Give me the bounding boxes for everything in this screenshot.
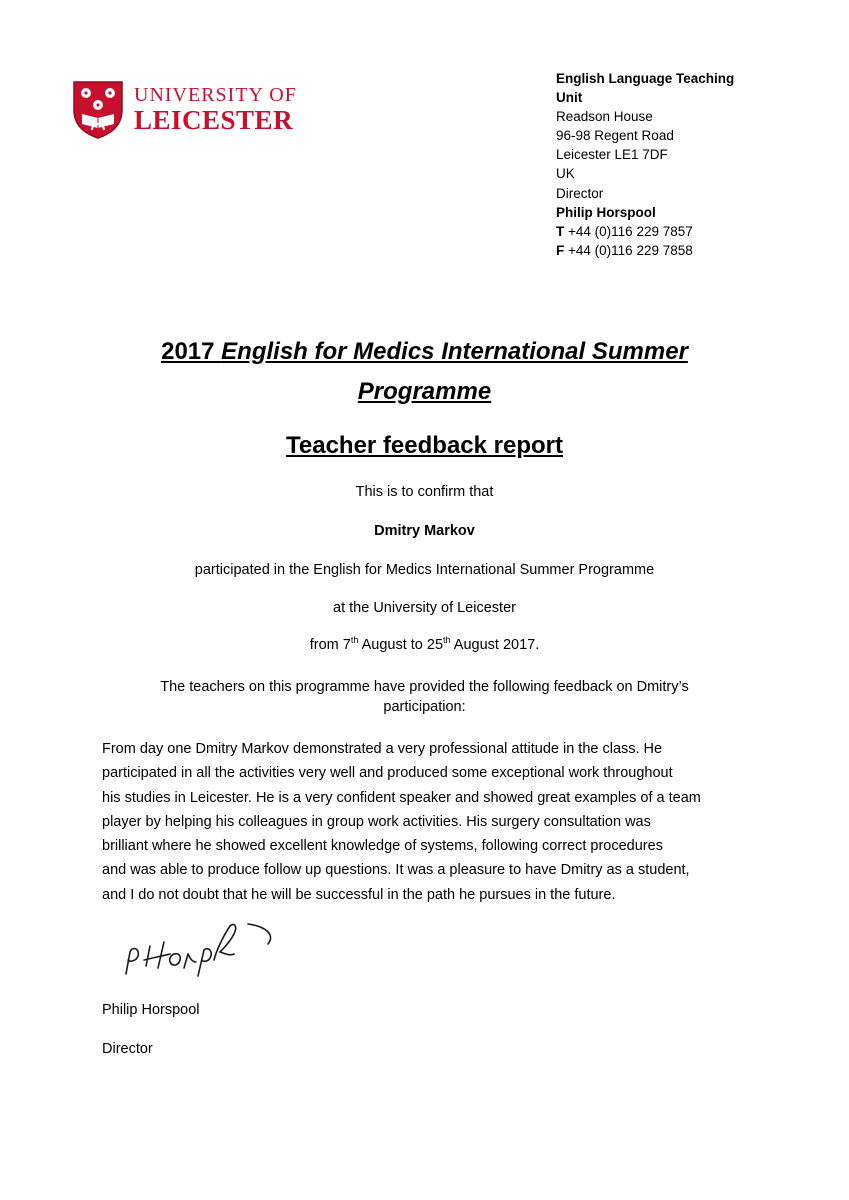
- phone-label: T: [556, 223, 565, 239]
- address-house: Readson House: [556, 109, 653, 125]
- feedback-line: and I do not doubt that he will be successful in the path he pursues in the future.: [102, 886, 616, 903]
- date-end: August 2017.: [450, 637, 540, 653]
- feedback-line: player by helping his colleagues in group work activities. His surgery consultation was: [102, 813, 651, 830]
- feedback-line: From day one Dmitry Markov demonstrated a very professional attitude in the class. He: [102, 741, 663, 757]
- fax-number: +44 (0)116 229 7858: [568, 242, 693, 258]
- fax-label: F: [556, 242, 565, 258]
- date-suffix-1: th: [350, 635, 359, 646]
- feedback-intro: [0, 677, 849, 717]
- date-range: [0, 637, 849, 653]
- feedback-intro-line-2: participation:: [383, 699, 466, 715]
- location-statement: at the University of Leicester: [333, 600, 516, 616]
- feedback-paragraph: [102, 737, 750, 907]
- logo-line-1: UNIVERSITY OF: [134, 84, 297, 106]
- title-year: 2017: [161, 338, 215, 365]
- address-phone: [556, 222, 756, 241]
- address-block: [556, 69, 756, 260]
- feedback-line: and was able to produce follow up questions. It was a pleasure to have Dmitry as a student,: [102, 862, 690, 879]
- title-programme-line-1: English for Medics International Summer: [221, 338, 688, 365]
- signatory-name: Philip Horspool: [102, 1002, 200, 1018]
- address-role: Director: [556, 185, 604, 201]
- unit-name-line-1: English Language Teaching: [556, 71, 735, 86]
- date-suffix-2: th: [443, 635, 451, 646]
- feedback-line: his studies in Leicester. He is a very confident speaker and showed great examples of a team: [102, 789, 701, 806]
- document-title-line-1: [0, 338, 849, 366]
- logo-line-2: LEICESTER: [134, 105, 294, 135]
- feedback-line: brilliant where he showed excellent knowledge of systems, following correct procedures: [102, 838, 663, 855]
- handwritten-signature: [118, 912, 288, 987]
- report-title: Teacher feedback report: [286, 432, 563, 459]
- signatory-title: Director: [102, 1041, 153, 1057]
- address-country: UK: [556, 166, 575, 182]
- phone-number: +44 (0)116 229 7857: [568, 223, 693, 239]
- date-prefix: from 7: [309, 637, 351, 653]
- university-shield-icon: [72, 80, 124, 140]
- feedback-intro-line-1: The teachers on this programme have provided the following feedback on Dmitry’s: [160, 679, 689, 695]
- university-wordmark: [134, 84, 297, 134]
- address-fax: [556, 241, 756, 260]
- title-programme-line-2: Programme: [357, 378, 492, 405]
- document-title-line-2: [0, 378, 849, 406]
- university-logo: [72, 80, 312, 142]
- date-middle: August to 25: [358, 637, 444, 653]
- address-street: 96-98 Regent Road: [556, 128, 674, 144]
- unit-name-line-2: Unit: [556, 90, 583, 106]
- confirmation-intro: This is to confirm that: [355, 484, 494, 500]
- address-director-name: Philip Horspool: [556, 204, 656, 220]
- feedback-line: participated in all the activities very well and produced some exceptional work throughout: [102, 765, 673, 782]
- participation-statement: participated in the English for Medics International Summer Programme: [194, 562, 655, 578]
- address-city: Leicester LE1 7DF: [556, 147, 668, 163]
- student-name: Dmitry Markov: [374, 523, 475, 539]
